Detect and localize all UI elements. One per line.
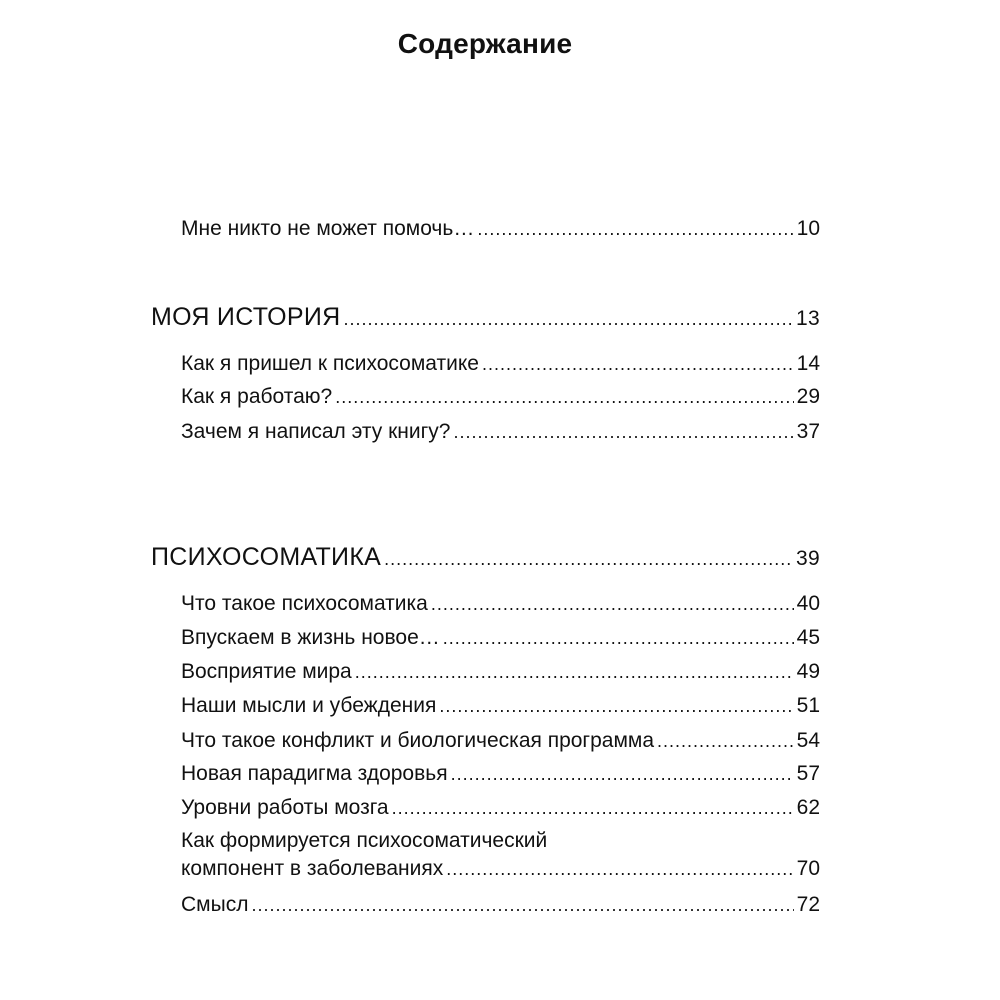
leader-dots [446, 859, 793, 880]
toc-entry-page: 51 [796, 694, 820, 717]
toc-entry-page: 57 [796, 762, 820, 785]
toc-entry-page: 72 [796, 893, 820, 916]
toc-section-page: 39 [796, 547, 820, 570]
toc-entry-page: 70 [796, 857, 820, 880]
toc-entry[interactable] [181, 626, 820, 650]
toc-entry[interactable] [181, 694, 820, 718]
toc-entry[interactable] [181, 217, 820, 241]
toc-entry-label: Как я пришел к психосоматике [181, 352, 479, 375]
toc-entry-page: 37 [796, 420, 820, 443]
page-title: Содержание [397, 28, 573, 59]
toc-entry-page: 40 [796, 592, 820, 615]
leader-dots [344, 309, 794, 330]
toc-entry-label-line1[interactable]: Как формируется психосоматический [181, 829, 548, 852]
toc-entry-label: Зачем я написал эту книгу? [181, 420, 451, 443]
leader-dots [439, 696, 793, 717]
toc-entry-label: Смысл [181, 893, 249, 916]
toc-entry-label: Новая парадигма здоровья [181, 762, 448, 785]
toc-entry-page: 54 [796, 729, 820, 752]
toc-entry[interactable] [181, 796, 820, 820]
toc-entry-label: Что такое психосоматика [181, 592, 428, 615]
toc-entry-page: 49 [796, 660, 820, 683]
toc-entry-page: 29 [796, 385, 820, 408]
toc-entry-page: 14 [796, 352, 820, 375]
leader-dots [443, 628, 794, 649]
toc-entry-label: Впускаем в жизнь новое… [181, 626, 440, 649]
toc-entry[interactable] [181, 729, 820, 753]
leader-dots [453, 422, 793, 443]
toc-entry[interactable] [181, 352, 820, 376]
toc-entry[interactable] [181, 592, 820, 616]
toc-entry[interactable] [181, 385, 820, 409]
leader-dots [482, 354, 794, 375]
leader-dots [477, 219, 793, 240]
toc-entry-label: Восприятие мира [181, 660, 352, 683]
leader-dots [392, 798, 794, 819]
leader-dots [431, 594, 794, 615]
toc-section-label: ПСИХОСОМАТИКА [151, 543, 382, 571]
toc-entry-label: Уровни работы мозга [181, 796, 389, 819]
toc-section-label: МОЯ ИСТОРИЯ [151, 303, 341, 331]
toc-entry[interactable] [181, 893, 820, 917]
toc-entry-page: 45 [796, 626, 820, 649]
toc-section-page: 13 [796, 307, 820, 330]
toc-section[interactable] [151, 303, 820, 332]
leader-dots [451, 764, 794, 785]
toc-entry[interactable] [181, 762, 820, 786]
toc-entry-page: 62 [796, 796, 820, 819]
leader-dots [335, 387, 793, 408]
toc-entry-label: Как я работаю? [181, 385, 333, 408]
toc-entry[interactable] [181, 660, 820, 684]
toc-entry-page: 10 [796, 217, 820, 240]
toc-section[interactable] [151, 543, 820, 572]
toc-entry[interactable] [181, 420, 820, 444]
leader-dots [251, 895, 793, 916]
toc-entry-label: Что такое конфликт и биологическая программа [181, 729, 655, 752]
toc-entry[interactable] [181, 857, 820, 881]
leader-dots [657, 731, 794, 752]
toc-entry-label: Наши мысли и убеждения [181, 694, 437, 717]
leader-dots [384, 549, 793, 570]
toc-entry-label-line2: компонент в заболеваниях [181, 857, 444, 880]
leader-dots [355, 662, 794, 683]
toc-entry-label: Мне никто не может помочь… [181, 217, 475, 240]
